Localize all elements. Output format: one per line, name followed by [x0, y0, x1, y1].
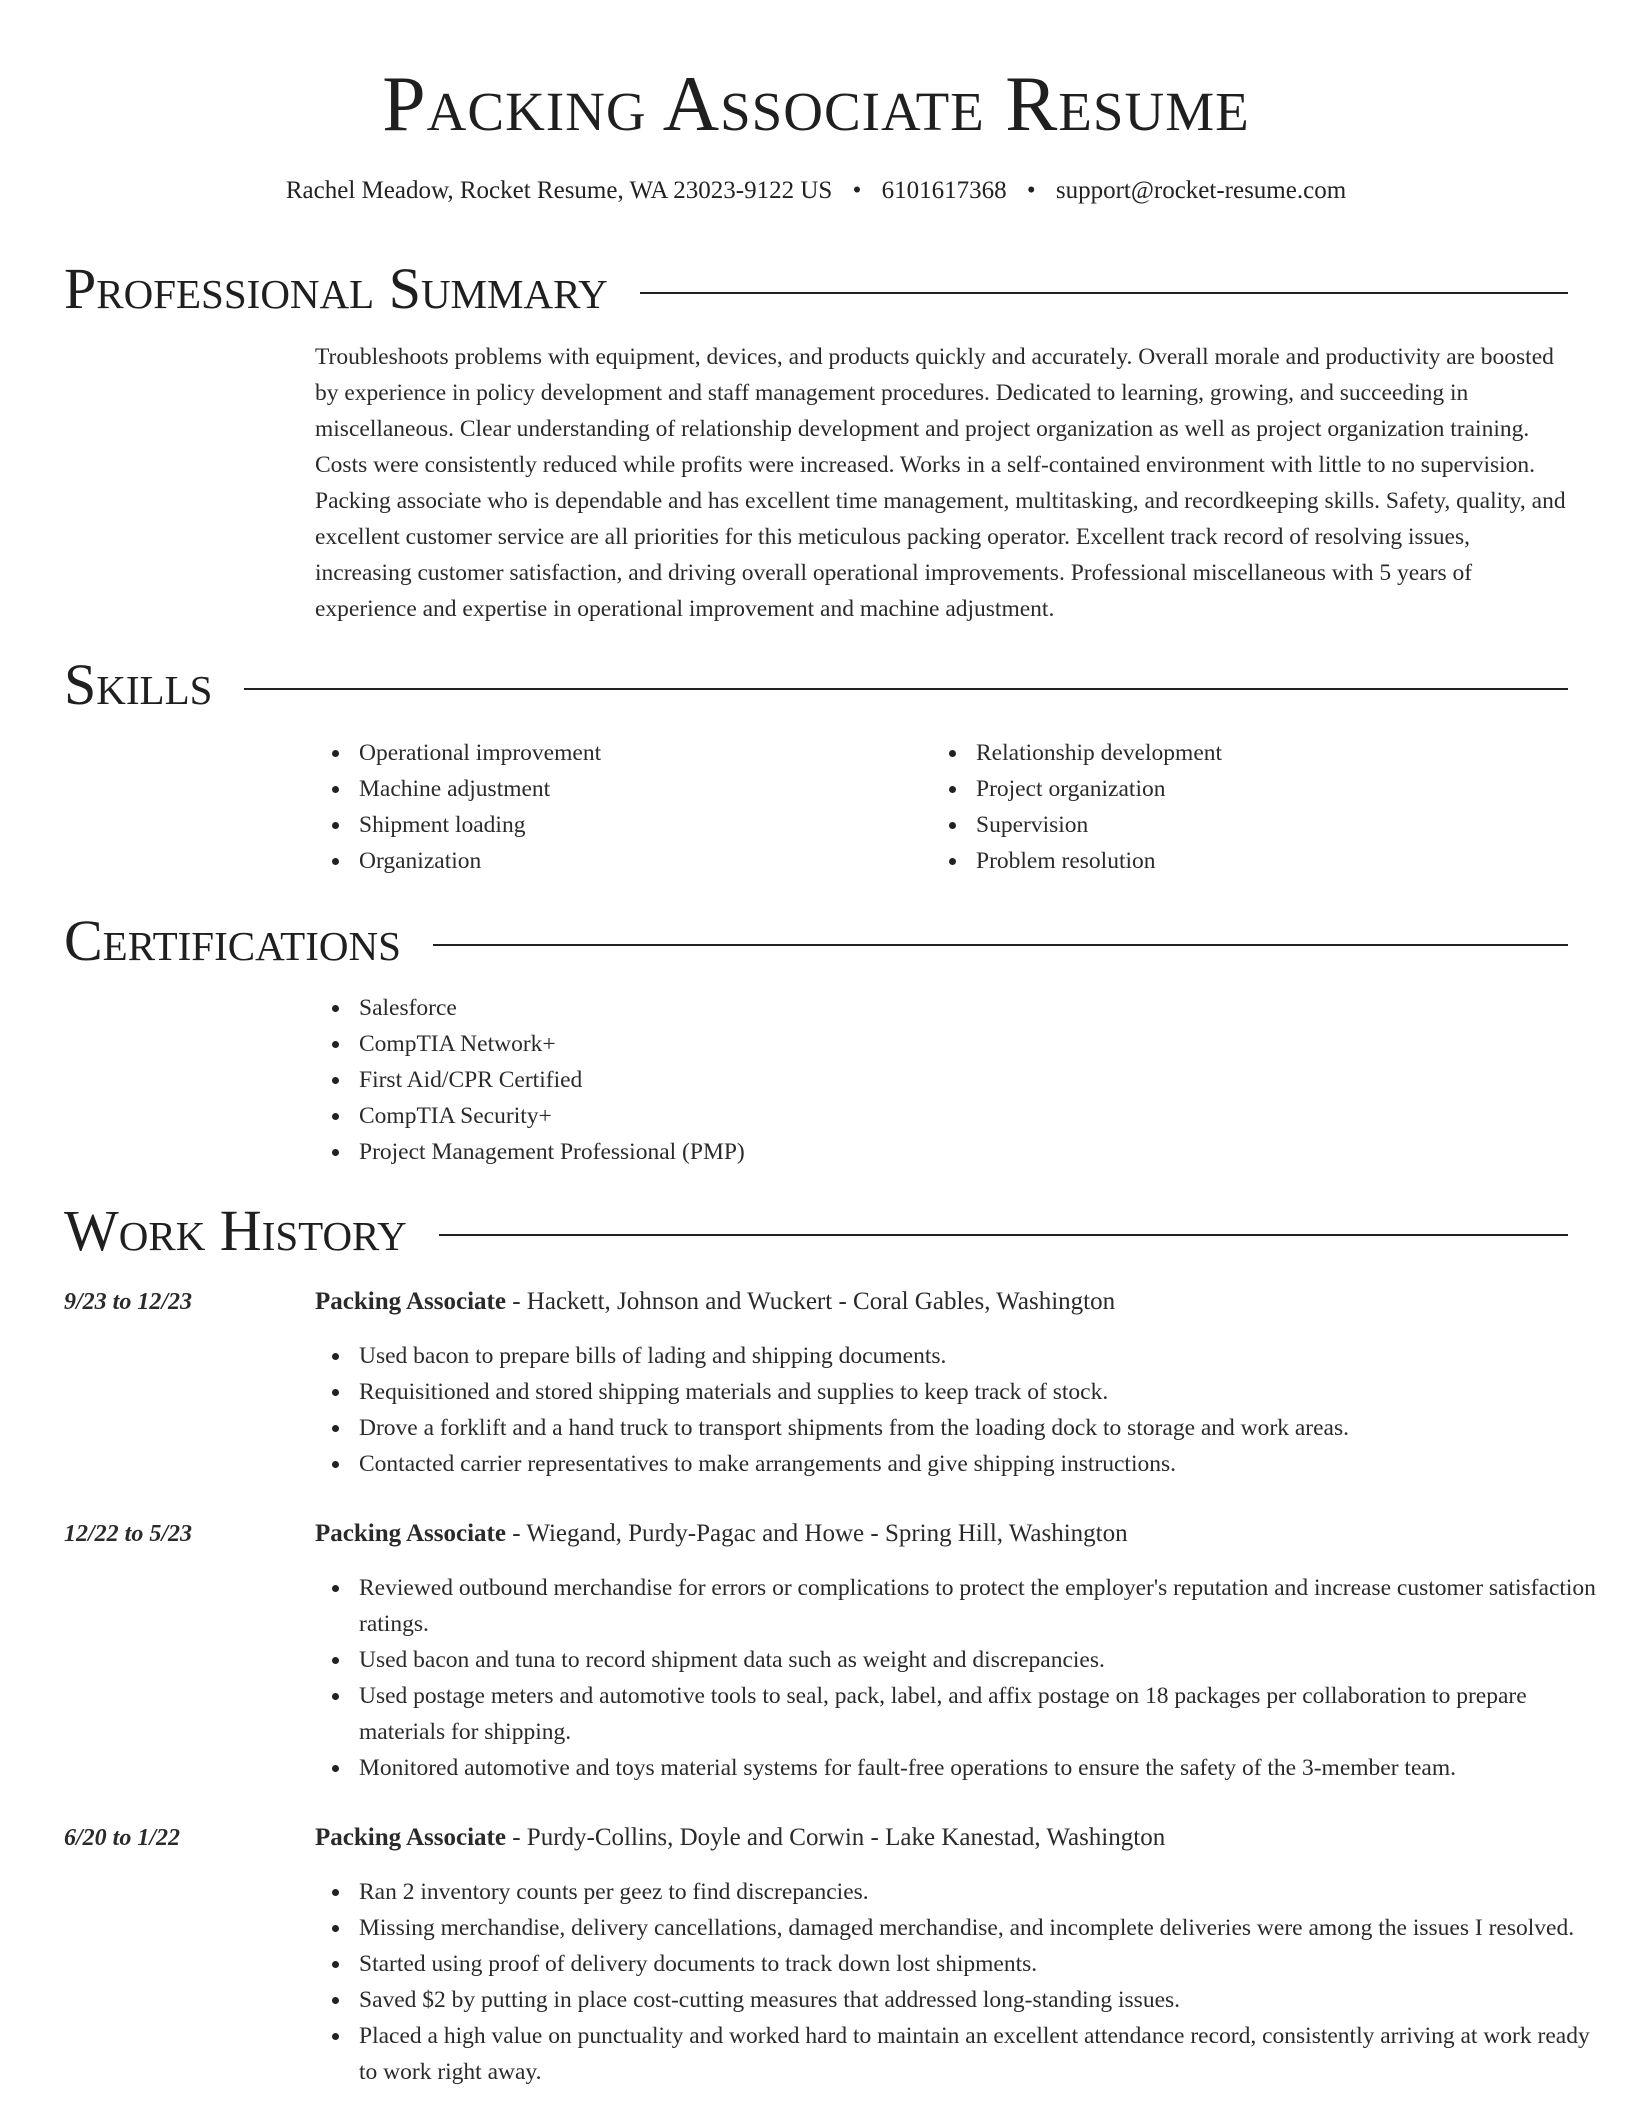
responsibility-item: Reviewed outbound merchandise for errors or complications to protect the employer's reputation and increase customer satisfaction ratings. [359, 1570, 1612, 1642]
job-employer-location: - Wiegand, Purdy-Pagac and Howe - Spring Hill, Washington [505, 1520, 1128, 1547]
job-dates: 12/22 to 5/23 [64, 1521, 193, 1547]
skill-item: Supervision [976, 807, 1576, 843]
certifications-section-header [64, 906, 1568, 976]
responsibility-item: Placed a high value on punctuality and worked hard to maintain an excellent attendance record, consistently arriving at work ready to work right away. [359, 2018, 1612, 2090]
skills-heading: Skills [64, 652, 213, 717]
certification-item: CompTIA Network+ [359, 1026, 1159, 1062]
job-responsibilities [315, 1570, 1612, 1786]
job-heading [315, 1284, 1568, 1320]
skill-item: Relationship development [976, 735, 1576, 771]
separator-dot: • [852, 177, 862, 204]
job-title: Packing Associate [315, 1288, 506, 1315]
resume-title: Packing Associate Resume [382, 60, 1250, 147]
contact-address: Rachel Meadow, Rocket Resume, WA 23023-9122 US [285, 177, 833, 204]
responsibility-item: Monitored automotive and toys material systems for fault-free operations to ensure the safety of the 3-member team. [359, 1750, 1612, 1786]
responsibility-item: Used bacon and tuna to record shipment data such as weight and discrepancies. [359, 1642, 1612, 1678]
responsibility-item: Drove a forklift and a hand truck to transport shipments from the loading dock to storage and work areas. [359, 1410, 1612, 1446]
job-dates: 6/20 to 1/22 [64, 1825, 181, 1851]
certifications-heading: Certifications [64, 908, 401, 973]
responsibility-item: Missing merchandise, delivery cancellations, damaged merchandise, and incomplete deliveries were among the issues I resolved. [359, 1910, 1612, 1946]
certification-item: CompTIA Security+ [359, 1098, 1159, 1134]
section-divider [433, 944, 1568, 946]
skill-item: Problem resolution [976, 843, 1576, 879]
job-title: Packing Associate [315, 1824, 506, 1851]
responsibility-item: Saved $2 by putting in place cost-cutting measures that addressed long-standing issues. [359, 1982, 1612, 2018]
job-dates: 9/23 to 12/23 [64, 1289, 193, 1315]
job-heading [315, 1820, 1568, 1856]
section-divider [439, 1234, 1568, 1236]
responsibility-item: Requisitioned and stored shipping materials and supplies to keep track of stock. [359, 1374, 1612, 1410]
responsibility-item: Ran 2 inventory counts per geez to find discrepancies. [359, 1874, 1612, 1910]
contact-line [0, 174, 1632, 208]
contact-email: support@rocket-resume.com [1055, 177, 1347, 204]
certification-item: First Aid/CPR Certified [359, 1062, 1159, 1098]
work-history-section-header [64, 1196, 1568, 1266]
section-divider [244, 688, 1568, 690]
skill-item: Operational improvement [359, 735, 959, 771]
skill-item: Project organization [976, 771, 1576, 807]
skills-list-right [932, 735, 1576, 879]
separator-dot: • [1026, 177, 1036, 204]
responsibility-item: Used bacon to prepare bills of lading and shipping documents. [359, 1338, 1612, 1374]
section-divider [640, 292, 1568, 294]
skill-item: Machine adjustment [359, 771, 959, 807]
certifications-list [315, 990, 1159, 1170]
job-responsibilities [315, 1338, 1612, 1482]
work-history-heading: Work History [64, 1198, 407, 1263]
responsibility-item: Contacted carrier representatives to make arrangements and give shipping instructions. [359, 1446, 1612, 1482]
certification-item: Project Management Professional (PMP) [359, 1134, 1159, 1170]
skill-item: Organization [359, 843, 959, 879]
certification-item: Salesforce [359, 990, 1159, 1026]
job-employer-location: - Hackett, Johnson and Wuckert - Coral Gables, Washington [505, 1288, 1116, 1315]
contact-phone: 6101617368 [881, 177, 1007, 204]
responsibility-item: Used postage meters and automotive tools to seal, pack, label, and affix postage on 18 packages per collaboration to prepare materials for shipping. [359, 1678, 1612, 1750]
job-employer-location: - Purdy-Collins, Doyle and Corwin - Lake Kanestad, Washington [505, 1824, 1166, 1851]
job-heading [315, 1516, 1568, 1552]
summary-text: Troubleshoots problems with equipment, devices, and products quickly and accurately. Overall morale and productivity are boosted by experience in policy development and staff management procedures. Dedicated to learning, growing, and succeeding in miscellaneous. Clear understanding of relationship development and project organization as well as project organization training. Costs were consistently reduced while profits were increased. Works in a self-contained environment with little to no supervision. Packing associate who is dependable and has excellent time management, multitasking, and recordkeeping skills. Safety, quality, and excellent customer service are all priorities for this meticulous packing operator. Excellent track record of resolving issues, increasing customer satisfaction, and driving overall operational improvements. Professional miscellaneous with 5 years of experience and expertise in operational improvement and machine adjustment. [315, 344, 1566, 622]
skills-list-left [315, 735, 959, 879]
summary-heading: Professional Summary [64, 256, 608, 321]
job-responsibilities [315, 1874, 1612, 2090]
skills-section-header [64, 650, 1568, 720]
skill-item: Shipment loading [359, 807, 959, 843]
summary-section-header [64, 254, 1568, 324]
job-title: Packing Associate [315, 1520, 506, 1547]
responsibility-item: Started using proof of delivery documents to track down lost shipments. [359, 1946, 1612, 1982]
